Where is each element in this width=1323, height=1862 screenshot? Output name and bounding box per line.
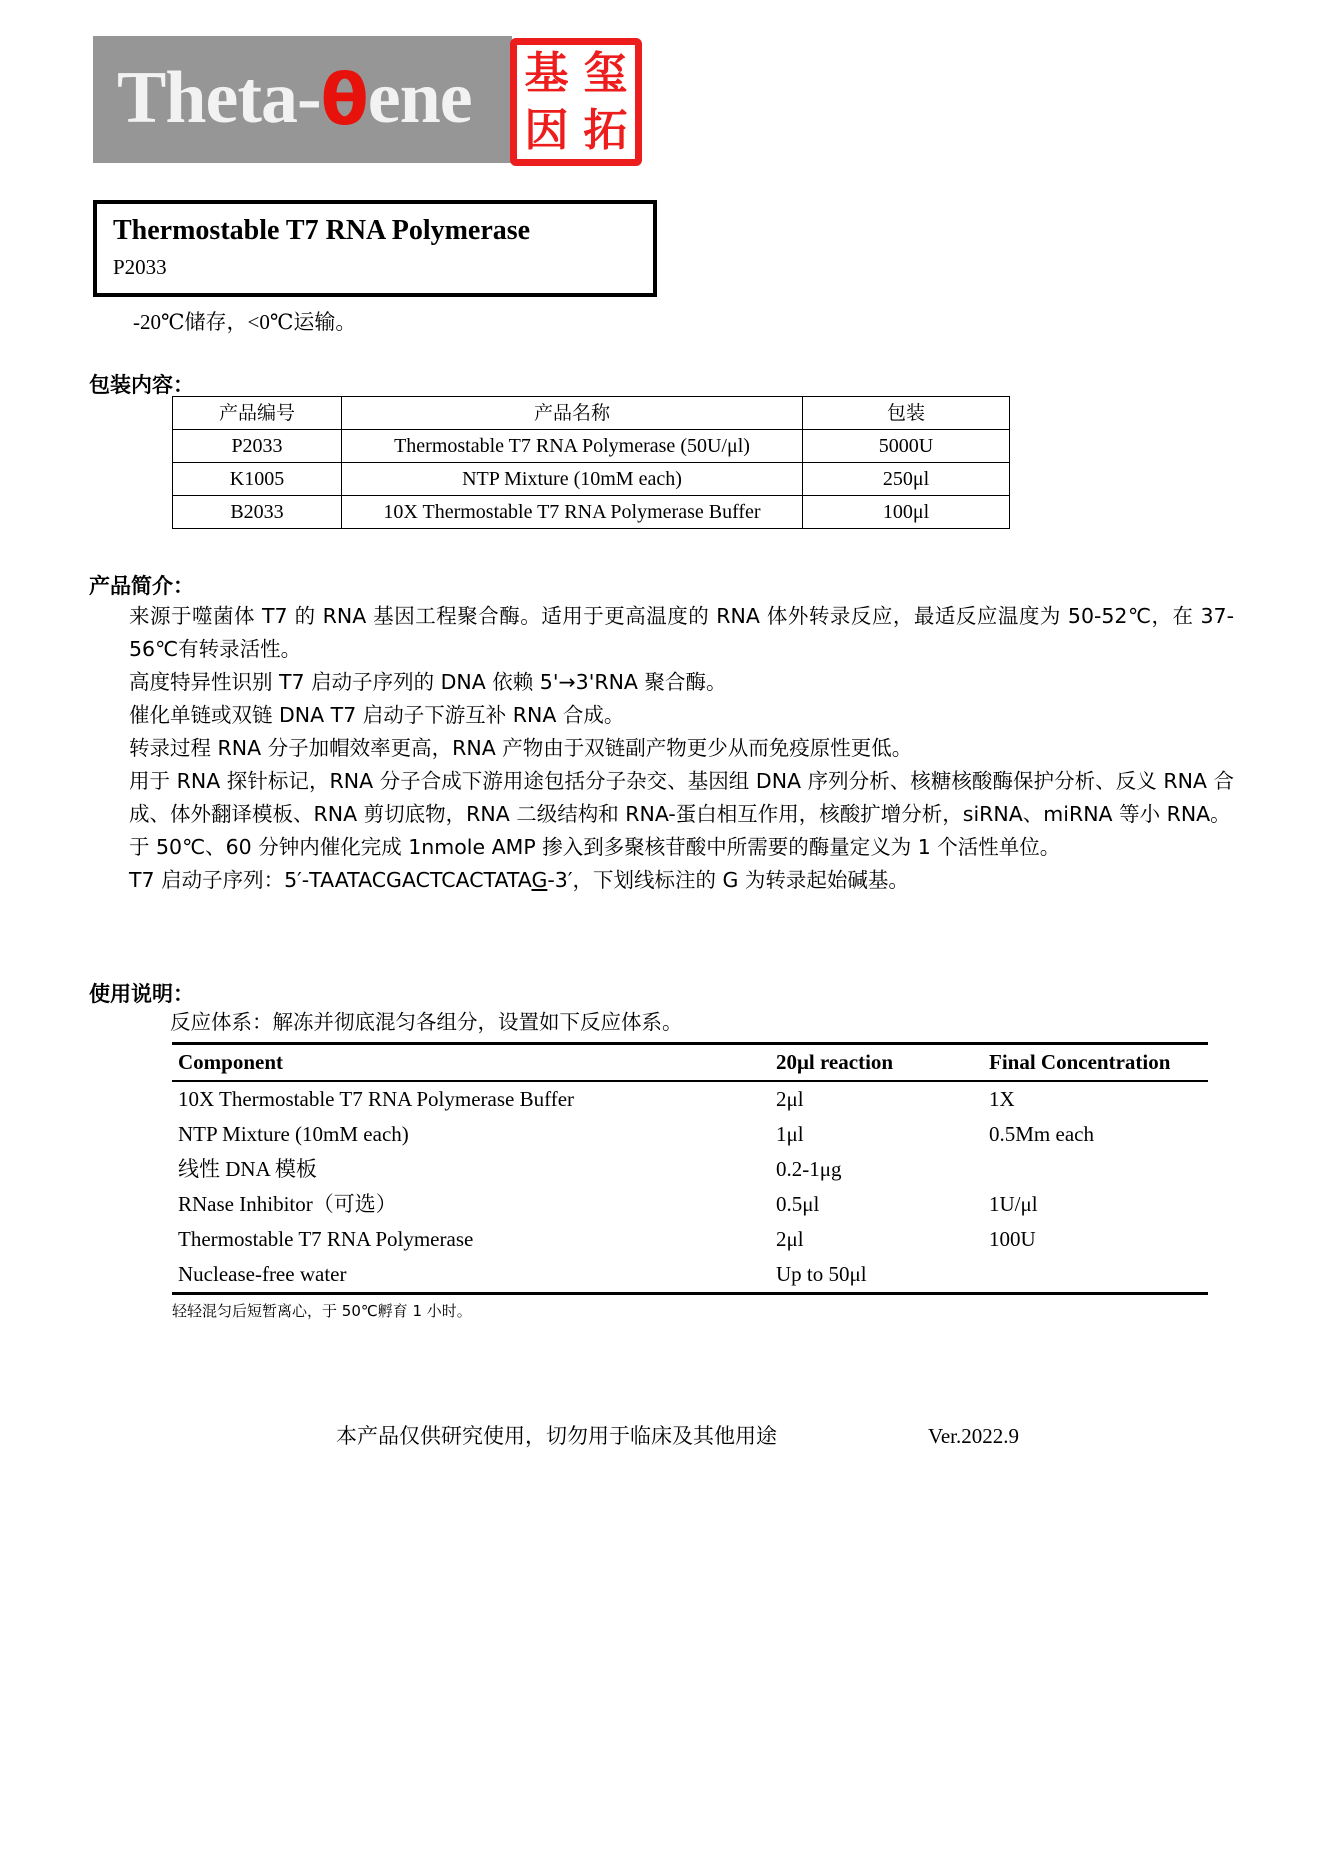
- reaction-note: 轻轻混匀后短暂离心，于 50℃孵育 1 小时。: [172, 1302, 472, 1320]
- rx-cell-final: [983, 1152, 1208, 1187]
- rx-cell-volume: 1μl: [776, 1122, 804, 1146]
- packaging-contents-table: [172, 396, 1010, 529]
- pkg-header-name: 产品名称: [342, 397, 803, 430]
- intro-paragraph: 高度特异性识别 T7 启动子序列的 DNA 依赖 5'→3'RNA 聚合酶。: [129, 670, 727, 694]
- seal-char-3: 因: [524, 104, 569, 156]
- pkg-cell-name: Thermostable T7 RNA Polymerase (50U/μl): [342, 430, 803, 463]
- reaction-setup-table: [172, 1042, 1208, 1295]
- table-row: [172, 1117, 1208, 1152]
- table-row: [173, 430, 1010, 463]
- company-logo-block: [93, 36, 512, 163]
- rx-cell-component: RNase Inhibitor（可选）: [178, 1192, 397, 1216]
- pkg-cell-catalog: B2033: [173, 496, 342, 529]
- intro-paragraph: 用于 RNA 探针标记，RNA 分子合成下游用途包括分子杂交、基因组 DNA 序列分析、核糖核酸酶保护分析、反义 RNA 合成、体外翻译模板、RNA 剪切底物，RNA 二级结构和 RNA-蛋白相互作用，核酸扩增分析，siRNA、miRNA 等小 RNA。: [129, 769, 1234, 826]
- section-heading-usage: 使用说明：: [89, 982, 194, 1006]
- seal-char-1: 基: [524, 47, 569, 99]
- company-logo-text: [117, 52, 472, 144]
- seal-character-grid: [517, 45, 635, 159]
- rx-cell-component: Thermostable T7 RNA Polymerase: [178, 1227, 474, 1251]
- page-title: Thermostable T7 RNA Polymerase: [113, 215, 531, 246]
- pkg-cell-size: 250μl: [803, 463, 1010, 496]
- rx-cell-component: Nuclease-free water: [172, 1257, 770, 1294]
- rx-header-final-conc: Final Concentration: [983, 1044, 1208, 1082]
- table-row: [172, 1187, 1208, 1222]
- promoter-suffix: -3′，下划线标注的 G 为转录起始碱基。: [547, 868, 909, 892]
- logo-text-right: ene: [367, 57, 472, 139]
- promoter-prefix: T7 启动子序列：5′-TAATACGACTCACTATA: [129, 868, 532, 892]
- catalog-number: P2033: [113, 255, 167, 279]
- rx-cell-component: 10X Thermostable T7 RNA Polymerase Buffer: [178, 1087, 575, 1111]
- table-row: [172, 1152, 1208, 1187]
- rx-cell-final: [983, 1257, 1208, 1294]
- pkg-cell-catalog: K1005: [173, 463, 342, 496]
- rx-cell-volume: Up to 50μl: [770, 1257, 983, 1294]
- rx-cell-volume: 2μl: [776, 1227, 804, 1251]
- intro-paragraph: 催化单链或双链 DNA T7 启动子下游互补 RNA 合成。: [129, 703, 625, 727]
- rx-cell-final: 1U/μl: [989, 1192, 1038, 1216]
- rx-cell-volume: 0.2-1μg: [776, 1157, 842, 1181]
- pkg-cell-name: NTP Mixture (10mM each): [342, 463, 803, 496]
- rx-cell-component: NTP Mixture (10mM each): [178, 1122, 409, 1146]
- rx-cell-final: 1X: [989, 1087, 1015, 1111]
- promoter-sequence-line: [89, 864, 1234, 897]
- table-header-row: [172, 1044, 1208, 1082]
- intro-paragraph: 转录过程 RNA 分子加帽效率更高，RNA 产物由于双链副产物更少从而免疫原性更低。: [129, 736, 913, 760]
- section-heading-introduction: 产品简介：: [89, 574, 194, 598]
- table-row: [172, 1081, 1208, 1117]
- rx-header-component: Component: [172, 1044, 770, 1082]
- rx-cell-volume: 0.5μl: [776, 1192, 820, 1216]
- footer-version: Ver.2022.9: [928, 1424, 1019, 1448]
- seal-char-2: 玺: [583, 47, 628, 99]
- rx-cell-component: 线性 DNA 模板: [178, 1157, 317, 1181]
- table-row: [173, 496, 1010, 529]
- footer-disclaimer: 本产品仅供研究使用，切勿用于临床及其他用途: [336, 1424, 777, 1448]
- document-header: [93, 36, 1233, 169]
- usage-lead-text: 反应体系：解冻并彻底混匀各组分，设置如下反应体系。: [170, 1010, 683, 1034]
- table-header-row: [173, 397, 1010, 430]
- rx-cell-volume: 2μl: [776, 1087, 804, 1111]
- pkg-cell-name: 10X Thermostable T7 RNA Polymerase Buffer: [342, 496, 803, 529]
- storage-conditions: -20℃储存，<0℃运输。: [133, 310, 357, 334]
- company-seal-stamp: [510, 38, 642, 166]
- pkg-cell-catalog: P2033: [173, 430, 342, 463]
- rx-cell-final: 0.5Mm each: [989, 1122, 1094, 1146]
- section-heading-packaging: 包装内容：: [89, 373, 194, 397]
- pkg-cell-size: 100μl: [803, 496, 1010, 529]
- intro-paragraph: 于 50℃、60 分钟内催化完成 1nmole AMP 掺入到多聚核苷酸中所需要的酶量定义为 1 个活性单位。: [129, 835, 1061, 859]
- pkg-cell-size: 5000U: [803, 430, 1010, 463]
- promoter-underlined-base: G: [531, 868, 548, 892]
- logo-theta-glyph: θ: [320, 59, 368, 141]
- logo-text-left: Theta-: [117, 57, 321, 139]
- table-row: [173, 463, 1010, 496]
- table-row: [172, 1257, 1208, 1294]
- introduction-body: [89, 600, 1234, 897]
- intro-paragraph: 来源于噬菌体 T7 的 RNA 基因工程聚合酶。适用于更高温度的 RNA 体外转录反应，最适反应温度为 50-52℃，在 37-56℃有转录活性。: [129, 604, 1234, 661]
- seal-char-4: 拓: [583, 104, 628, 156]
- product-title-box: [93, 200, 657, 297]
- pkg-header-catalog: 产品编号: [173, 397, 342, 430]
- pkg-header-size: 包装: [803, 397, 1010, 430]
- table-row: [172, 1222, 1208, 1257]
- rx-header-reaction: 20μl reaction: [770, 1044, 983, 1082]
- rx-cell-final: 100U: [989, 1227, 1036, 1251]
